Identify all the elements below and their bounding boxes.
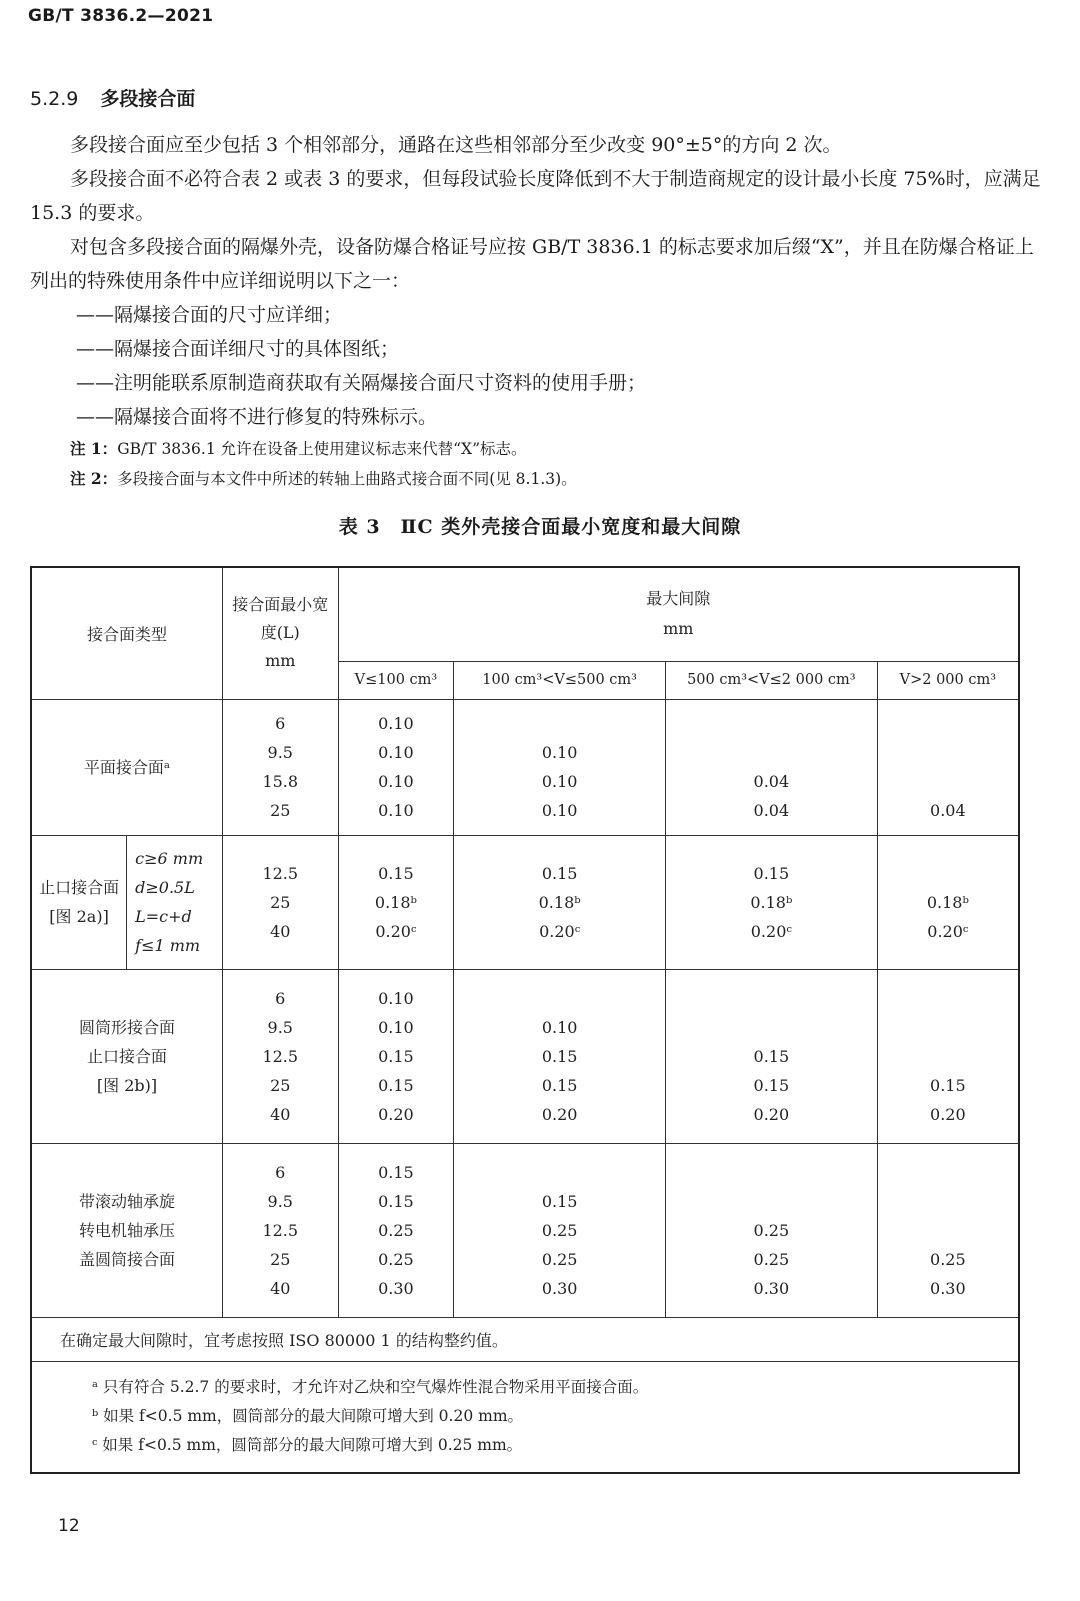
cell-value [882, 1013, 1014, 1042]
dash-item: ——注明能联系原制造商获取有关隔爆接合面尺寸资料的使用手册； [76, 372, 647, 394]
cell-value: 15.8 [262, 772, 299, 791]
paragraph: 多段接合面应至少包括 3 个相邻部分，通路在这些相邻部分至少改变 90°±5°的方向 2 次。 [70, 134, 842, 156]
cell-value: 0.30 [930, 1278, 966, 1298]
max-gap-values [877, 699, 1019, 835]
cell-value: 0.20 [930, 1104, 966, 1124]
cell-value: 0.25 [541, 1220, 578, 1240]
cell-value [882, 1216, 1014, 1245]
cell-value: 0.25 [378, 1220, 414, 1240]
max-gap-values [665, 699, 877, 835]
cell-value: 0.10 [541, 801, 578, 820]
max-gap-values [454, 835, 666, 969]
cell-value: 0.20ᶜ [539, 921, 581, 941]
condition: f≤1 mm [135, 936, 201, 955]
cell-value: 0.20 [753, 1104, 790, 1124]
cell-value: 9.5 [267, 1017, 293, 1037]
header-max-gap [338, 567, 1019, 661]
cell-value: 0.04 [753, 772, 790, 791]
cell-value: 0.18ᵇ [374, 892, 417, 912]
volume-header: V>2 000 cm³ [877, 661, 1019, 699]
cell-value: 25 [270, 801, 291, 820]
joint-type-name: 带滚动轴承旋 转电机轴承压 盖圆筒接合面 [31, 1143, 223, 1317]
cell-value: 0.20ᶜ [927, 921, 969, 941]
rounding-note: 在确定最大间隙时，宜考虑按照 ISO 80000 1 的结构整约值。 [31, 1317, 1019, 1361]
cell-value: 0.25 [753, 1220, 790, 1240]
cell-value: 25 [270, 1075, 291, 1095]
cell-value: 0.15 [541, 1191, 578, 1211]
cell-value: 0.10 [378, 743, 414, 762]
footnote: ᵇ 如果 f<0.5 mm，圆筒部分的最大间隙可增大到 0.20 mm。 [92, 1407, 524, 1426]
cell-value [458, 984, 661, 1013]
volume-header: 500 cm³<V≤2 000 cm³ [665, 661, 877, 699]
cell-value [882, 709, 1014, 738]
condition: d≥0.5L [135, 878, 195, 897]
header-joint-type: 接合面类型 [31, 567, 223, 699]
cell-value: 12.5 [262, 863, 299, 883]
cell-value: 0.15 [541, 1046, 578, 1066]
cell-value: 9.5 [267, 743, 293, 762]
min-width-values [223, 835, 339, 969]
cell-value: 40 [270, 921, 291, 941]
joint-type-name: 圆筒形接合面 止口接合面 [图 2b)] [31, 969, 223, 1143]
cell-value: 0.15 [753, 1075, 790, 1095]
section-heading [30, 84, 195, 111]
cell-value: 12.5 [262, 1046, 299, 1066]
table-row [31, 699, 1019, 835]
section-title: 多段接合面 [100, 88, 196, 110]
cell-value [882, 1042, 1014, 1071]
max-gap-values [665, 1143, 877, 1317]
cell-value: 25 [270, 1249, 291, 1269]
cell-value [458, 709, 661, 738]
cell-value [882, 767, 1014, 796]
table-footnotes [31, 1361, 1019, 1473]
dash-item: ——隔爆接合面将不进行修复的特殊标示。 [76, 406, 438, 428]
table-row [31, 1143, 1019, 1317]
dash-item: ——隔爆接合面的尺寸应详细； [76, 304, 343, 326]
cell-value: 0.04 [753, 801, 790, 820]
cell-value: 0.10 [378, 988, 414, 1008]
cell-value: 0.15 [378, 1191, 414, 1211]
cell-value: 0.18ᵇ [538, 892, 581, 912]
page-number: 12 [58, 1516, 80, 1536]
joint-type-name: 止口接合面[图 2a)] [31, 835, 127, 969]
cell-value: 0.20ᶜ [375, 921, 417, 941]
cell-value: 0.15 [930, 1075, 966, 1095]
cell-value: 0.10 [378, 1017, 414, 1037]
min-width-values [223, 699, 339, 835]
header-min-width: 接合面最小宽度(L) mm [223, 567, 339, 699]
max-gap-values [454, 699, 666, 835]
cell-value: 0.04 [930, 801, 966, 820]
cell-value: 0.25 [378, 1249, 414, 1269]
cell-value: 12.5 [262, 1220, 299, 1240]
cell-value: 0.10 [541, 743, 578, 762]
footnote: ᶜ 如果 f<0.5 mm，圆筒部分的最大间隙可增大到 0.25 mm。 [92, 1436, 523, 1455]
cell-value: 0.20 [541, 1104, 578, 1124]
joint-conditions [127, 835, 223, 969]
cell-value [670, 1013, 873, 1042]
cell-value: 25 [270, 892, 291, 912]
section-number: 5.2.9 [30, 88, 79, 110]
cell-value: 6 [275, 988, 286, 1008]
cell-value: 0.20ᶜ [750, 921, 792, 941]
cell-value: 0.30 [541, 1278, 578, 1298]
cell-value: 0.15 [541, 1075, 578, 1095]
cell-value: 0.15 [378, 1162, 414, 1182]
cell-value: 0.15 [753, 1046, 790, 1066]
cell-value: 0.25 [541, 1249, 578, 1269]
cell-value: 0.25 [753, 1249, 790, 1269]
max-gap-values [877, 835, 1019, 969]
note-text: 多段接合面与本文件中所述的转轴上曲路式接合面不同(见 8.1.3)。 [117, 470, 577, 488]
cell-value: 0.30 [378, 1278, 414, 1298]
document-id: GB/T 3836.2—2021 [28, 6, 214, 26]
cell-value: 40 [270, 1104, 291, 1124]
max-gap-values [454, 969, 666, 1143]
joint-type-name: 平面接合面ᵃ [31, 699, 223, 835]
cell-value: 40 [270, 1278, 291, 1298]
cell-value: 0.15 [378, 1046, 414, 1066]
min-width-values [223, 1143, 339, 1317]
cell-value: 0.10 [378, 772, 414, 791]
cell-value [458, 1158, 661, 1187]
max-gap-values [338, 969, 454, 1143]
footnote: ᵃ 只有符合 5.2.7 的要求时，才允许对乙炔和空气爆炸性混合物采用平面接合面。 [92, 1378, 649, 1397]
max-gap-values [338, 835, 454, 969]
max-gap-values [877, 969, 1019, 1143]
cell-value: 0.10 [378, 801, 414, 820]
cell-value: 0.18ᵇ [926, 892, 969, 912]
cell-value [882, 1158, 1014, 1187]
table-row [31, 835, 1019, 969]
volume-header: V≤100 cm³ [338, 661, 454, 699]
max-gap-values [665, 835, 877, 969]
cell-value [882, 1187, 1014, 1216]
paragraph: 对包含多段接合面的隔爆外壳，设备防爆合格证号应按 GB/T 3836.1 的标志要求加后缀“X”，并且在防爆合格证上列出的特殊使用条件中应详细说明以下之一： [30, 236, 1034, 292]
condition: L=c+d [135, 907, 192, 926]
table-footnotes-row [31, 1361, 1019, 1473]
note-2 [70, 464, 1050, 494]
cell-value: 0.10 [378, 714, 414, 733]
cell-value: 9.5 [267, 1191, 293, 1211]
cell-value: 0.25 [930, 1249, 966, 1269]
cell-value: 0.20 [378, 1104, 414, 1124]
cell-value: 0.15 [378, 1075, 414, 1095]
table-caption: 表 3 ⅡC 类外壳接合面最小宽度和最大间隙 [338, 516, 742, 538]
table-row [31, 969, 1019, 1143]
dash-item: ——隔爆接合面详细尺寸的具体图纸； [76, 338, 400, 360]
cell-value: 0.15 [378, 863, 414, 883]
cell-value: 0.10 [541, 772, 578, 791]
paragraph: 多段接合面不必符合表 2 或表 3 的要求，但每段试验长度降低到不大于制造商规定的设计最小长度 75%时，应满足 15.3 的要求。 [30, 168, 1041, 224]
section-body [30, 128, 1050, 494]
cell-value [882, 984, 1014, 1013]
cell-value [670, 709, 873, 738]
min-width-values [223, 969, 339, 1143]
cell-value [670, 1158, 873, 1187]
cell-value: 0.10 [541, 1017, 578, 1037]
cell-value [670, 738, 873, 767]
note-label: 注 2： [70, 469, 118, 488]
cell-value [670, 984, 873, 1013]
condition: c≥6 mm [135, 849, 204, 868]
note-text: GB/T 3836.1 允许在设备上使用建议标志来代替“X”标志。 [117, 440, 527, 458]
cell-value: 0.30 [753, 1278, 790, 1298]
max-gap-values [338, 699, 454, 835]
cell-value: 6 [275, 1162, 286, 1182]
max-gap-values [338, 1143, 454, 1317]
note-1 [70, 434, 1050, 464]
max-gap-values [454, 1143, 666, 1317]
max-gap-values [877, 1143, 1019, 1317]
cell-value: 0.15 [753, 863, 790, 883]
cell-value [882, 738, 1014, 767]
header-max-gap-unit: mm [663, 619, 694, 639]
max-gap-values [665, 969, 877, 1143]
cell-value [882, 859, 1014, 888]
cell-value: 6 [275, 714, 286, 733]
gap-table [30, 566, 1020, 1474]
cell-value [670, 1187, 873, 1216]
header-max-gap-label: 最大间隙 [646, 589, 711, 609]
cell-value: 0.15 [541, 863, 578, 883]
table-note-row [31, 1317, 1019, 1361]
cell-value: 0.18ᵇ [750, 892, 793, 912]
volume-header: 100 cm³<V≤500 cm³ [454, 661, 666, 699]
note-label: 注 1： [70, 439, 118, 458]
